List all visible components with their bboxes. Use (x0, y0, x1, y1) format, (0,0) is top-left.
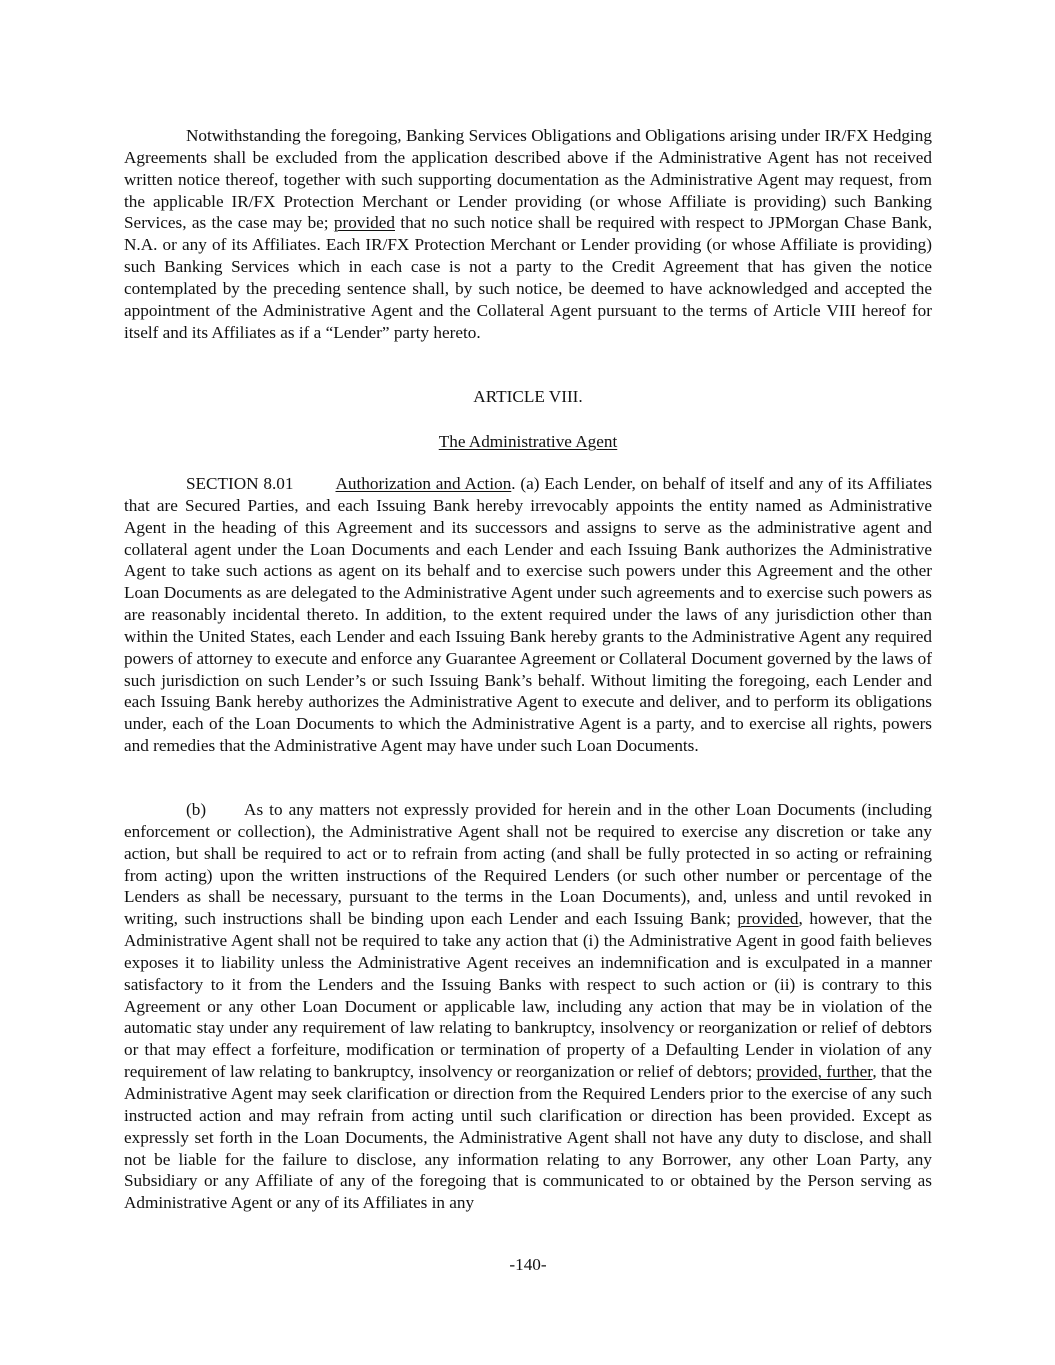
section-8-01 (124, 473, 932, 757)
paragraph-text: Notwithstanding the foregoing, Banking Services Obligations and Obligations arising under IR/FX Hedging Agreements shall be excluded from the application described above if the Administrative Agent has not received written notice thereof, together with such supporting documentation as the Administrative Agent may request, from the applicable IR/FX Protection Merchant or Lender providing (or whose Affiliate is providing) such Banking Services, as the case may be; (124, 126, 932, 233)
paragraph-banking-services (124, 125, 932, 343)
paragraph-b (124, 799, 932, 1214)
section-title: Authorization and Action (335, 474, 512, 493)
paragraph-text: that no such notice shall be required with respect to JPMorgan Chase Bank, N.A. or any of its Affiliates. Each IR/FX Protection Merchant or Lender providing (or whose Affiliate is providing) such Banking Services which in each case is not a party to the Credit Agreement that has given the notice contemplated by the preceding sentence shall, by such notice, be deemed to have acknowledged and accepted the appointment of the Administrative Agent and the Collateral Agent pursuant to the terms of Article VIII hereof for itself and its Affiliates as if a “Lender” party hereto. (124, 213, 932, 342)
article-title (124, 431, 932, 453)
paragraph-text: , that the Administrative Agent may seek clarification or direction from the Required Lenders prior to the exercise of any such instructed action and may refrain from acting until such clarification or direction has been provided. Except as expressly set forth in the Loan Documents, the Administrative Agent shall not have any duty to disclose, and shall not be liable for the failure to disclose, any information relating to any Borrower, any other Loan Party, any Subsidiary or any Affiliate of any of the foregoing that is communicated to or obtained by the Person serving as Administrative Agent or any of its Affiliates in any (124, 1062, 932, 1213)
article-title-text: The Administrative Agent (438, 432, 618, 451)
section-text: . (a) Each Lender, on behalf of itself and any of its Affiliates that are Secured Parties, and each Issuing Bank hereby irrevocably appoints the entity named as Administrative Agent in the heading of this Agreement and its successors and assigns to serve as the administrative agent and collateral agent under the Loan Documents and each Lender and each Issuing Bank authorizes the Administrative Agent to take such actions as agent on its behalf and to exercise such powers under this Agreement and the other Loan Documents as are delegated to the Administrative Agent under such agreements and to exercise such powers as are reasonably incidental thereto. In addition, to the extent required under the laws of any jurisdiction other than within the United States, each Lender and each Issuing Bank hereby grants to the Administrative Agent any required powers of attorney to execute and enforce any Guarantee Agreement or Collateral Document governed by the laws of such jurisdiction on such Lender’s or such Issuing Bank’s behalf. Without limiting the foregoing, each Lender and each Issuing Bank hereby authorizes the Administrative Agent to execute and deliver, and to perform its obligations under, each of the Loan Documents to which the Administrative Agent is a party, and to exercise all rights, powers and remedies that the Administrative Agent may have under such Loan Documents. (124, 474, 933, 756)
page-number: -140- (509, 1255, 547, 1274)
provided-further-term: provided, further (756, 1062, 873, 1082)
paragraph-text: As to any matters not expressly provided for herein and in the other Loan Documents (including enforcement or collection), the Administrative Agent shall not be required to exercise any discretion or take any action, but shall be required to act or to refrain from acting (and shall be fully protected in so acting or refraining from acting) upon the written instructions of the Required Lenders (or such other number or percentage of the Lenders as shall be necessary, pursuant to the terms in the Loan Documents), and, unless and until revoked in writing, such instructions shall be binding upon each Lender and each Issuing Bank; (124, 800, 932, 929)
provided-term: provided (737, 909, 799, 929)
section-number: SECTION 8.01 (186, 474, 294, 493)
paragraph-text: , however, that the Administrative Agent shall not be required to take any action that (i) the Administrative Agent in good faith believes exposes it to liability unless the Administrative Agent receives an indemnification and is exculpated in a manner satisfactory to it from the Lenders and the Issuing Banks with respect to such action or (ii) is contrary to this Agreement or any other Loan Document or applicable law, including any action that may be in violation of the automatic stay under any requirement of law relating to bankruptcy, insolvency or reorganization or relief of debtors or that may effect a forfeiture, modification or termination of property of a Defaulting Lender in violation of any requirement of law relating to bankruptcy, insolvency or reorganization or relief of debtors; (124, 909, 933, 1082)
paragraph-label: (b) (186, 800, 207, 819)
provided-term: provided (333, 213, 395, 233)
article-heading: ARTICLE VIII. (473, 387, 583, 406)
